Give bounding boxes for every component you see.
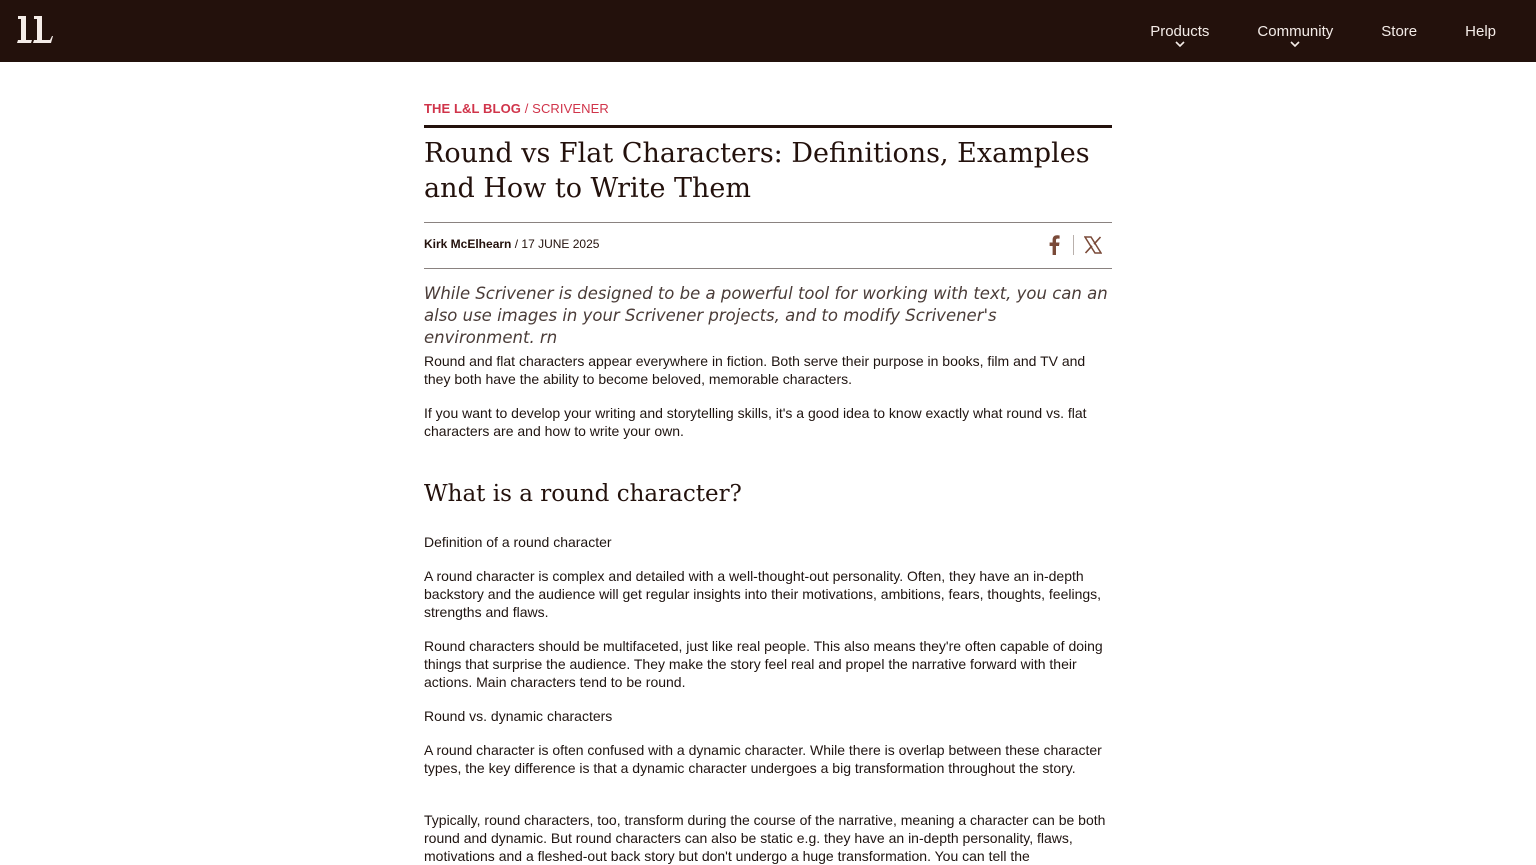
nav-community[interactable] <box>1257 0 1333 62</box>
nav-help[interactable] <box>1465 0 1496 62</box>
facebook-icon <box>1048 235 1060 255</box>
breadcrumb-separator: / <box>524 101 529 116</box>
meta-separator: / <box>511 237 522 251</box>
literature-and-latte-logo[interactable] <box>14 14 54 46</box>
breadcrumb-blog-link[interactable]: THE L&L BLOG <box>424 101 522 116</box>
paragraph: Round and flat characters appear everywhere in fiction. Both serve their purpose in books, film and TV and they both have the ability to become beloved, memorable characters. <box>424 353 1086 387</box>
nav-store-label: Store <box>1381 22 1418 40</box>
nav-help-label: Help <box>1465 22 1496 40</box>
nav-products-label: Products <box>1150 22 1210 40</box>
meta-top-divider <box>424 222 1112 223</box>
subheading-round-vs-dynamic: Round vs. dynamic characters <box>424 708 613 724</box>
meta-bottom-divider <box>424 268 1112 269</box>
chevron-down-icon <box>1290 40 1300 48</box>
x-icon <box>1084 236 1102 254</box>
paragraph: Typically, round characters, too, transform during the course of the narrative, meaning a character can be both round and dynamic. But round characters can also be static e.g. they have an in-depth personality, flaws, motivations and a fleshed-out back story but don't undergo a huge transformation. You can tell the <box>424 812 1106 864</box>
top-navigation-bar <box>0 0 1536 62</box>
share-buttons <box>1043 234 1104 256</box>
main-nav <box>1102 0 1496 62</box>
article-intro: While Scrivener is designed to be a powerful tool for working with text, you can an also use images in your Scrivener projects, and to modify Scrivener's environment. rn <box>424 284 1108 347</box>
article-title: Round vs Flat Characters: Definitions, Examples and How to Write Them <box>424 138 1090 204</box>
nav-community-label: Community <box>1257 22 1334 40</box>
nav-store[interactable] <box>1381 0 1417 62</box>
subheading-definition: Definition of a round character <box>424 534 612 550</box>
paragraph: A round character is often confused with a dynamic character. While there is overlap between these character types, the key difference is that a dynamic character undergoes a big transformation throughout the story. <box>424 742 1102 776</box>
publish-date: 17 JUNE 2025 <box>521 237 600 251</box>
share-divider <box>1073 235 1074 255</box>
share-x-button[interactable] <box>1082 234 1104 256</box>
share-facebook-button[interactable] <box>1043 234 1065 256</box>
chevron-down-icon <box>1175 40 1185 48</box>
author-name[interactable]: Kirk McElhearn <box>424 237 512 251</box>
title-divider <box>424 125 1112 128</box>
paragraph: A round character is complex and detailed with a well-thought-out personality. Often, they have an in-depth backstory and the audience will get regular insights into their motivations, ambitions, fears, thoughts, feelings, strengths and flaws. <box>424 568 1102 620</box>
breadcrumb-category-link[interactable]: SCRIVENER <box>532 101 609 116</box>
paragraph: Round characters should be multifaceted, just like real people. This also means they're often capable of doing things that surprise the audience. They make the story feel real and propel the narrative forward with their actions. Main characters tend to be round. <box>424 638 1103 690</box>
section-heading: What is a round character? <box>424 481 742 507</box>
article-meta <box>424 237 599 251</box>
paragraph: If you want to develop your writing and storytelling skills, it's a good idea to know exactly what round vs. flat characters are and how to write your own. <box>424 405 1087 439</box>
breadcrumb <box>424 101 609 116</box>
nav-products[interactable] <box>1150 0 1209 62</box>
